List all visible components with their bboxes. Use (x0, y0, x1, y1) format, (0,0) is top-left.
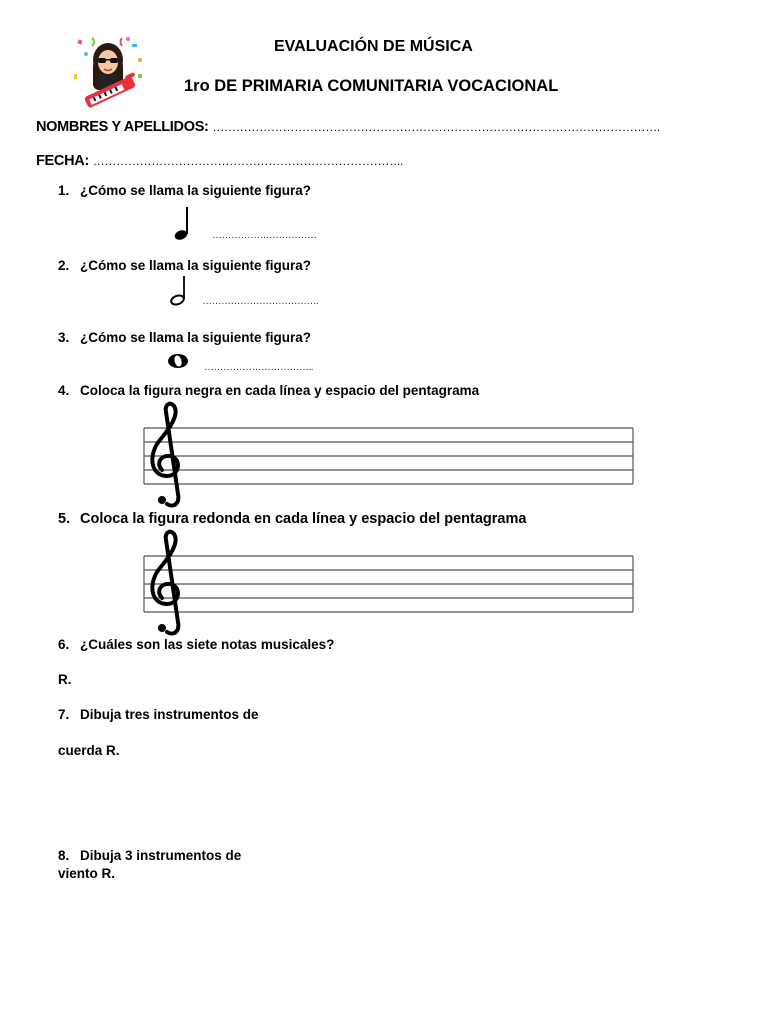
names-field (36, 119, 660, 135)
staff-2[interactable] (140, 528, 636, 638)
question-7 (58, 707, 259, 722)
question-text: Dibuja tres instrumentos de (80, 707, 259, 722)
question-3 (58, 330, 311, 345)
question-text: ¿Cómo se llama la siguiente figura? (80, 258, 312, 273)
question-8 (58, 848, 241, 863)
date-dots: …………………………………………………………………….. (92, 154, 403, 168)
question-text: ¿Cómo se llama la siguiente figura? (80, 183, 312, 198)
answer-2-dots: ………………………………. (202, 296, 319, 307)
question-number: 3. (58, 330, 70, 345)
question-number: 7. (58, 707, 70, 722)
half-note-icon (166, 275, 190, 307)
question-number: 8. (58, 848, 70, 863)
quarter-note-icon (172, 205, 192, 241)
question-text: Dibuja 3 instrumentos de (80, 848, 242, 863)
treble-clef-icon (152, 532, 178, 634)
question-number: 4. (58, 383, 70, 398)
answer-7: cuerda R. (58, 743, 120, 758)
answer-3-dots: …………………………….. (204, 362, 314, 373)
question-number: 2. (58, 258, 70, 273)
whole-note-icon (166, 352, 190, 370)
question-5 (58, 511, 526, 527)
names-dots: ……………………………………………………………………………………………………. (212, 120, 660, 134)
question-2 (58, 258, 311, 273)
staff-1[interactable] (140, 400, 636, 510)
question-text: ¿Cómo se llama la siguiente figura? (80, 330, 312, 345)
question-number: 5. (58, 511, 71, 527)
page-title: EVALUACIÓN DE MÚSICA (274, 38, 473, 55)
question-text: Coloca la figura negra en cada línea y espacio del pentagrama (80, 383, 480, 398)
date-field (36, 153, 403, 169)
question-text: Coloca la figura redonda en cada línea y espacio del pentagrama (80, 511, 527, 527)
question-4 (58, 383, 479, 398)
question-number: 6. (58, 637, 70, 652)
answer-6: R. (58, 672, 72, 687)
date-label: FECHA: (36, 153, 89, 169)
answer-1-dots: …………………………… (212, 230, 317, 241)
names-label: NOMBRES Y APELLIDOS: (36, 119, 209, 135)
question-number: 1. (58, 183, 70, 198)
answer-8: viento R. (58, 866, 116, 881)
question-1 (58, 183, 311, 198)
question-text: ¿Cuáles son las siete notas musicales? (80, 637, 335, 652)
treble-clef-icon (152, 404, 178, 506)
question-6 (58, 637, 334, 652)
page-subtitle: 1ro DE PRIMARIA COMUNITARIA VOCACIONAL (184, 77, 559, 95)
keytar-girl-logo (70, 34, 148, 112)
